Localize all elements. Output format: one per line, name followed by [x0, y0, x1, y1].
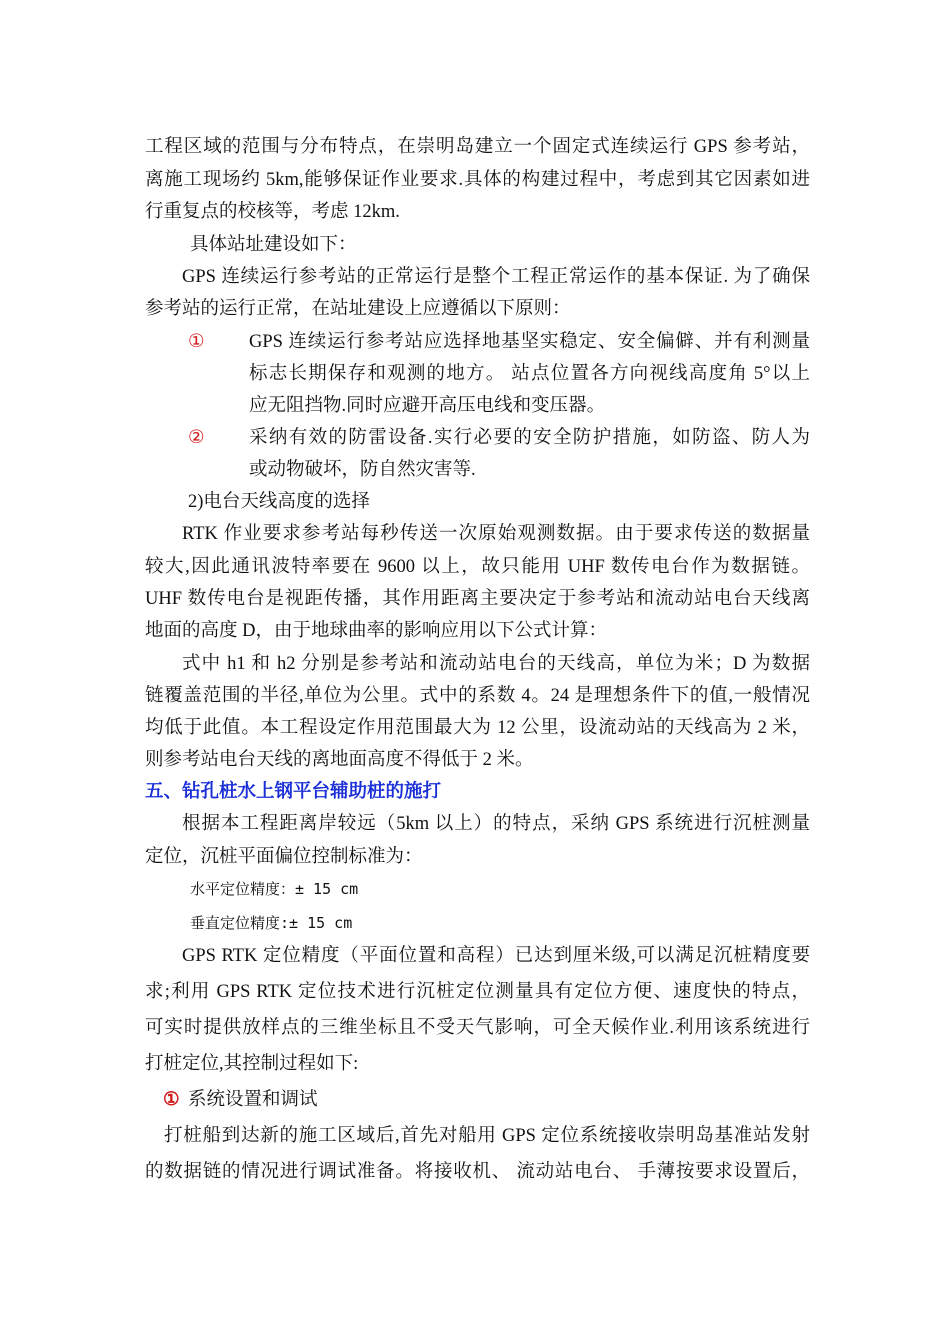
paragraph-line: 较大,因此通讯波特率要在 9600 以上，故只能用 UHF 数传电台作为数据链。: [145, 557, 810, 577]
precision-horizontal: 水平定位精度：± 15 cm: [190, 880, 359, 898]
paragraph-line: 行重复点的校核等，考虑 12km.: [145, 202, 400, 222]
paragraph-line: 链覆盖范围的半径,单位为公里。式中的系数 4。24 是理想条件下的值,一般情况: [145, 686, 810, 706]
precision-vertical: 垂直定位精度:± 15 cm: [190, 914, 353, 932]
paragraph-line: 工程区域的范围与分布特点，在崇明岛建立一个固定式连续运行 GPS 参考站，: [145, 137, 810, 157]
step-marker-1: ①: [163, 1090, 180, 1110]
paragraph-line: 根据本工程距离岸较远（5km 以上）的特点，采纳 GPS 系统进行沉桩测量: [182, 814, 810, 834]
paragraph-line: 可实时提供放样点的三维坐标且不受天气影响，可全天候作业.利用该系统进行: [145, 1018, 810, 1038]
section-heading: 五、钻孔桩水上钢平台辅助桩的施打: [145, 782, 442, 802]
paragraph-line: 均低于此值。本工程设定作用范围最大为 12 公里，设流动站的天线高为 2 米，: [145, 718, 810, 738]
paragraph-line: 参考站的运行正常，在站址建设上应遵循以下原则：: [145, 299, 571, 319]
subheading: 2)电台天线高度的选择: [188, 492, 370, 512]
paragraph-line: 打桩船到达新的施工区域后,首先对船用 GPS 定位系统接收崇明岛基准站发射: [164, 1126, 810, 1146]
paragraph-line: GPS 连续运行参考站的正常运行是整个工程正常运作的基本保证. 为了确保: [182, 267, 810, 287]
paragraph-line: 离施工现场约 5km,能够保证作业要求.具体的构建过程中，考虑到其它因素如进: [145, 170, 810, 190]
paragraph-line: 地面的高度 D，由于地球曲率的影响应用以下公式计算：: [145, 621, 607, 641]
list-item-line: GPS 连续运行参考站应选择地基坚实稳定、安全偏僻、并有利测量: [249, 332, 810, 352]
paragraph-line: RTK 作业要求参考站每秒传送一次原始观测数据。由于要求传送的数据量: [182, 524, 810, 544]
paragraph-line: 式中 h1 和 h2 分别是参考站和流动站电台的天线高，单位为米；D 为数据: [182, 654, 810, 674]
paragraph-line: UHF 数传电台是视距传播，其作用距离主要决定于参考站和流动站电台天线离: [145, 589, 810, 609]
list-marker-2: ②: [188, 428, 205, 448]
list-item-line: 标志长期保存和观测的地方。 站点位置各方向视线高度角 5°以上: [249, 364, 810, 384]
paragraph-line: 的数据链的情况进行调试准备。将接收机、 流动站电台、 手薄按要求设置后，: [145, 1162, 810, 1182]
list-item-line: 采纳有效的防雷设备.实行必要的安全防护措施，如防盗、防人为: [249, 428, 810, 448]
paragraph-line: 则参考站电台天线的离地面高度不得低于 2 米。: [145, 750, 534, 770]
paragraph-line: 定位，沉桩平面偏位控制标准为：: [145, 847, 423, 867]
paragraph-line: 求;利用 GPS RTK 定位技术进行沉桩定位测量具有定位方便、速度快的特点，: [145, 982, 810, 1002]
paragraph-line: 具体站址建设如下：: [190, 235, 357, 255]
paragraph-line: GPS RTK 定位精度（平面位置和高程）已达到厘米级,可以满足沉桩精度要: [182, 946, 810, 966]
list-item-line: 应无阻挡物.同时应避开高压电线和变压器。: [249, 396, 606, 416]
list-marker-1: ①: [188, 332, 205, 352]
step-title: 系统设置和调试: [188, 1090, 318, 1110]
paragraph-line: 打桩定位,其控制过程如下:: [145, 1054, 359, 1074]
list-item-line: 或动物破坏，防自然灾害等.: [249, 460, 476, 480]
